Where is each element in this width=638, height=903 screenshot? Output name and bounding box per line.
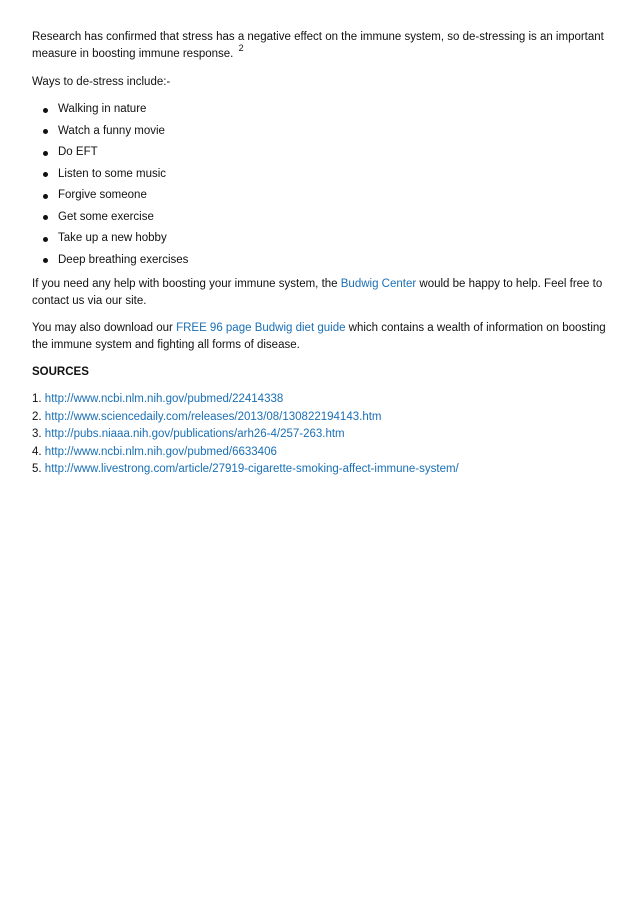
destress-list — [32, 99, 606, 271]
list-item-label: Deep breathing exercises — [58, 253, 189, 266]
download-text-after: which contains a wealth of information on boosting the immune system and fighting all forms of disease. — [32, 322, 606, 351]
list-item-label: Listen to some music — [58, 167, 167, 180]
intro-paragraph — [32, 29, 606, 63]
list-item-label: Watch a funny movie — [58, 124, 165, 137]
footnote-marker: 2 — [238, 43, 244, 53]
source-link[interactable]: http://pubs.niaaa.nih.gov/publications/arh26-4/257-263.htm — [44, 428, 345, 440]
help-text-before: If you need any help with boosting your immune system, the — [32, 278, 341, 290]
list-item-label: Take up a new hobby — [58, 232, 167, 244]
sources-list — [32, 391, 606, 479]
source-link[interactable]: http://www.livestrong.com/article/27919-cigarette-smoking-affect-immune-system/ — [44, 463, 459, 475]
list-item — [43, 250, 606, 272]
list-item-label: Do EFT — [58, 146, 98, 158]
bullet-icon — [43, 172, 48, 177]
budwig-center-link[interactable]: Budwig Center — [340, 278, 417, 290]
sources-heading: SOURCES — [32, 366, 89, 378]
bullet-icon — [43, 215, 48, 220]
download-text-before: You may also download our — [32, 322, 177, 334]
source-number: 5. — [32, 463, 42, 475]
intro-text: Research has confirmed that stress has a negative effect on the immune system, so de-stressing is an important measure in boosting immune response. — [32, 31, 604, 60]
list-item-label: Walking in nature — [58, 103, 147, 115]
ways-heading: Ways to de-stress include:- — [32, 76, 171, 88]
bullet-icon — [43, 194, 48, 199]
bullet-icon — [43, 237, 48, 242]
bullet-icon — [43, 108, 48, 113]
source-link[interactable]: http://www.sciencedaily.com/releases/2013/08/130822194143.htm — [44, 410, 382, 423]
source-number: 1. — [32, 393, 42, 405]
bullet-icon — [43, 258, 48, 263]
source-item — [32, 409, 606, 427]
source-number: 2. — [32, 410, 42, 423]
list-item-label: Forgive someone — [58, 189, 147, 201]
source-link[interactable]: http://www.ncbi.nlm.nih.gov/pubmed/6633406 — [44, 445, 277, 458]
list-item — [43, 185, 606, 207]
list-item — [43, 121, 606, 143]
source-number: 4. — [32, 445, 42, 458]
list-item — [43, 228, 606, 250]
bullet-icon — [43, 129, 48, 134]
list-item-label: Get some exercise — [58, 210, 154, 223]
download-paragraph — [32, 320, 606, 354]
help-paragraph — [32, 276, 606, 310]
list-item — [43, 207, 606, 229]
help-text-after: would be happy to help. Feel free to contact us via our site. — [32, 278, 603, 307]
list-item — [43, 99, 606, 121]
diet-guide-link[interactable]: FREE 96 page Budwig diet guide — [176, 322, 346, 334]
list-item — [43, 142, 606, 164]
source-link[interactable]: http://www.ncbi.nlm.nih.gov/pubmed/22414338 — [44, 393, 284, 405]
source-item — [32, 444, 606, 462]
bullet-icon — [43, 151, 48, 156]
source-item — [32, 391, 606, 409]
source-item — [32, 426, 606, 444]
list-item — [43, 164, 606, 186]
source-number: 3. — [32, 428, 42, 440]
source-item — [32, 461, 606, 479]
